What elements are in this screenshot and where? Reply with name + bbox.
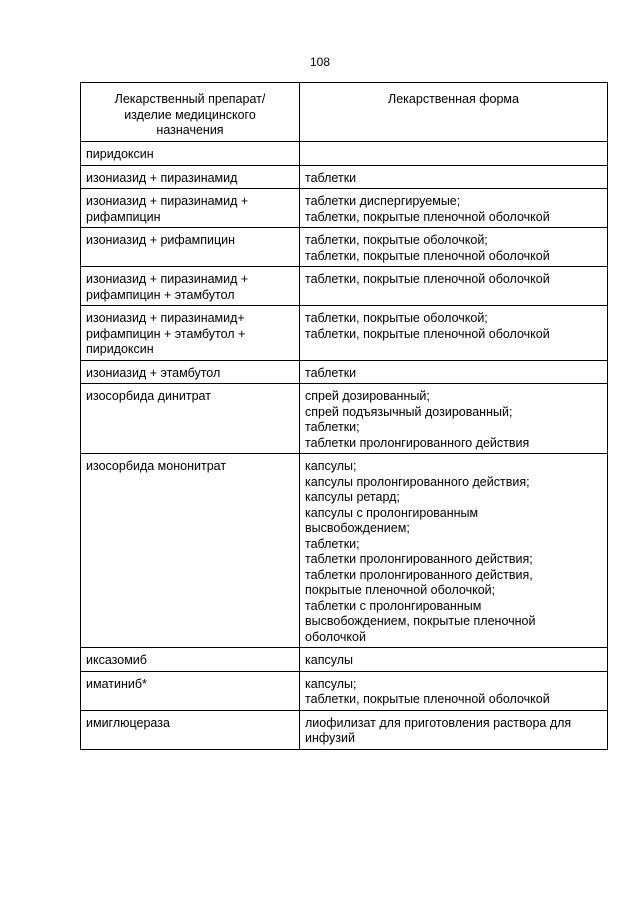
table-row bbox=[81, 384, 608, 454]
table-row bbox=[81, 648, 608, 672]
drug-name-cell: пиридоксин bbox=[81, 142, 300, 166]
table-row bbox=[81, 165, 608, 189]
dosage-form-cell: таблетки, покрытые оболочкой; таблетки, покрытые пленочной оболочкой bbox=[300, 228, 608, 267]
table-row bbox=[81, 267, 608, 306]
drug-table bbox=[80, 82, 608, 750]
table-row bbox=[81, 142, 608, 166]
dosage-form-cell bbox=[300, 142, 608, 166]
drug-name-cell: изониазид + пиразинамид + рифампицин bbox=[81, 189, 300, 228]
table-row bbox=[81, 454, 608, 648]
dosage-form-cell: таблетки bbox=[300, 360, 608, 384]
drug-name-cell: изосорбида динитрат bbox=[81, 384, 300, 454]
header-form-column: Лекарственная форма bbox=[300, 83, 608, 142]
dosage-form-cell: спрей дозированный; спрей подъязычный дозированный; таблетки; таблетки пролонгированного действия bbox=[300, 384, 608, 454]
drug-name-cell: иксазомиб bbox=[81, 648, 300, 672]
table-row bbox=[81, 360, 608, 384]
dosage-form-cell: капсулы; таблетки, покрытые пленочной оболочкой bbox=[300, 671, 608, 710]
table-row bbox=[81, 710, 608, 749]
dosage-form-cell: лиофилизат для приготовления раствора для инфузий bbox=[300, 710, 608, 749]
header-drug-column: Лекарственный препарат/ изделие медицинского назначения bbox=[81, 83, 300, 142]
drug-name-cell: изониазид + рифампицин bbox=[81, 228, 300, 267]
drug-name-cell: изониазид + пиразинамид bbox=[81, 165, 300, 189]
dosage-form-cell: таблетки, покрытые пленочной оболочкой bbox=[300, 267, 608, 306]
drug-name-cell: изосорбида мононитрат bbox=[81, 454, 300, 648]
page-number: 108 bbox=[309, 55, 331, 69]
table-row bbox=[81, 671, 608, 710]
dosage-form-cell: таблетки bbox=[300, 165, 608, 189]
drug-name-cell: иматиниб* bbox=[81, 671, 300, 710]
drug-name-cell: изониазид + пиразинамид+ рифампицин + этамбутол + пиридоксин bbox=[81, 306, 300, 361]
drug-name-cell: имиглюцераза bbox=[81, 710, 300, 749]
drug-name-cell: изониазид + этамбутол bbox=[81, 360, 300, 384]
table-row bbox=[81, 306, 608, 361]
table-row bbox=[81, 228, 608, 267]
table-header-row bbox=[81, 83, 608, 142]
dosage-form-cell: капсулы; капсулы пролонгированного действия; капсулы ретард; капсулы с пролонгированным высвобождением; таблетки; таблетки пролонгированного действия; таблетки пролонгированного действия, покрытые пленочной оболочкой; таблетки с пролонгированным высвобождением, покрытые пленочной оболочкой bbox=[300, 454, 608, 648]
drug-name-cell: изониазид + пиразинамид + рифампицин + этамбутол bbox=[81, 267, 300, 306]
dosage-form-cell: таблетки диспергируемые; таблетки, покрытые пленочной оболочкой bbox=[300, 189, 608, 228]
table-row bbox=[81, 189, 608, 228]
dosage-form-cell: таблетки, покрытые оболочкой; таблетки, покрытые пленочной оболочкой bbox=[300, 306, 608, 361]
dosage-form-cell: капсулы bbox=[300, 648, 608, 672]
